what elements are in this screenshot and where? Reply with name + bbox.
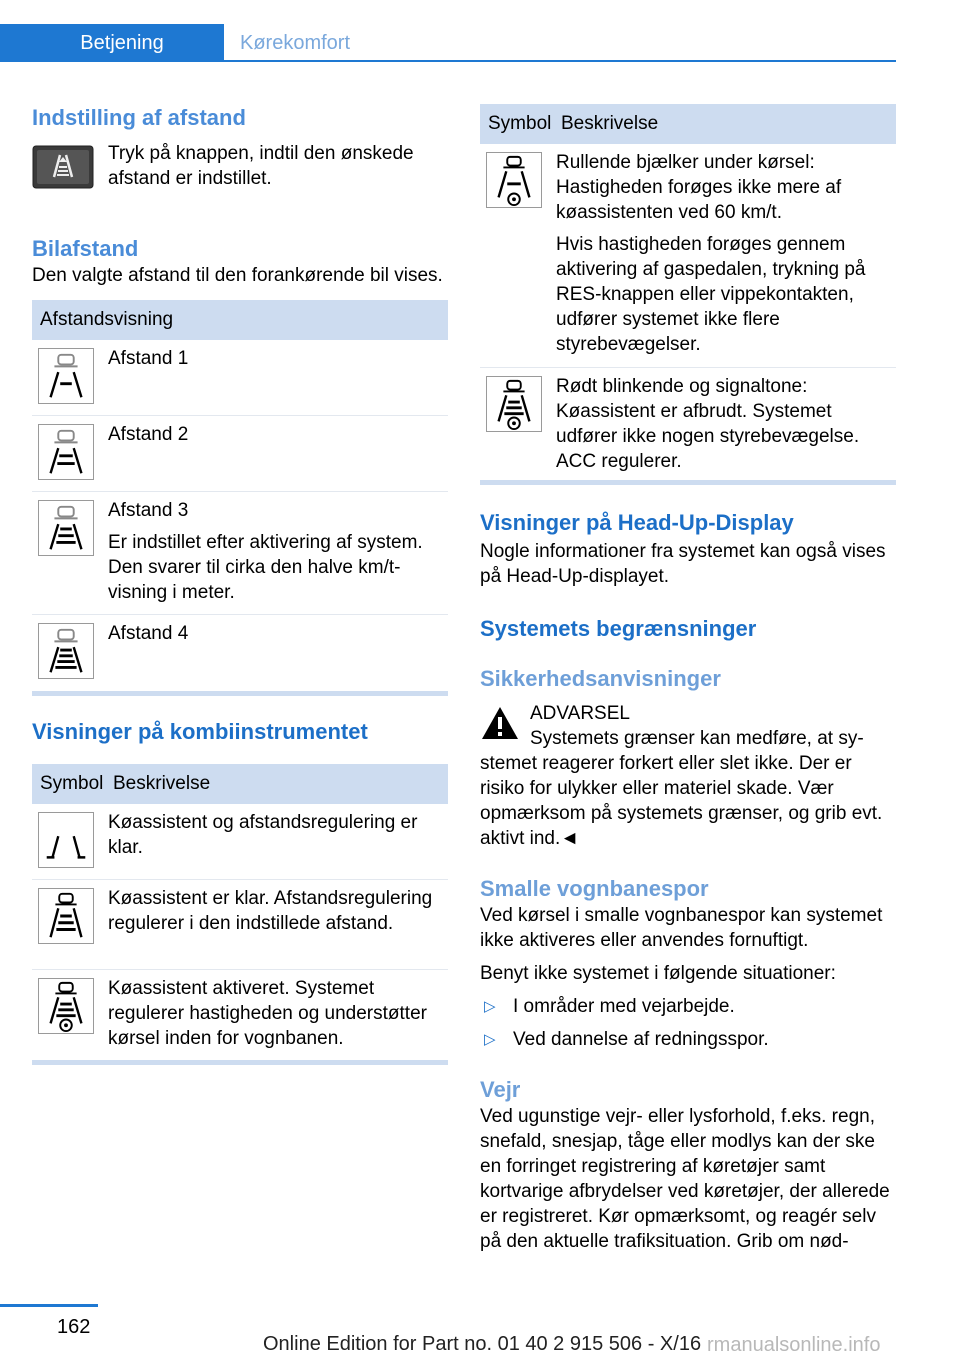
narrow-heading: Smalle vognbanespor xyxy=(480,876,709,901)
distance-regulation-icon xyxy=(38,888,94,944)
bullet-arrow-icon: ▷ xyxy=(484,1031,496,1048)
table-row xyxy=(480,368,896,480)
row-text: Afstand 4 xyxy=(108,623,189,644)
bullet-arrow-icon: ▷ xyxy=(484,998,496,1015)
kombi-heading: Visninger på kombiinstrumentet xyxy=(32,719,368,744)
narrow-text: Ved kørsel i smalle vognbanespor kan systemet ikke aktiveres eller anvendes fornuftigt. xyxy=(480,905,883,951)
row-text: Køassistent og afstandsregulering er klar. xyxy=(108,812,418,858)
ready-symbol-icon xyxy=(38,812,94,868)
warning-block xyxy=(480,701,896,751)
hud-text: Nogle informationer fra systemet kan også vises på Head-Up-displayet. xyxy=(480,541,886,587)
table-row xyxy=(32,880,448,970)
setting-block xyxy=(32,142,448,191)
safety-heading: Sikkerhedsanvisninger xyxy=(480,666,721,691)
list-item: ▷ Ved dannelse af redningsspor. xyxy=(480,1027,896,1052)
weather-heading: Vejr xyxy=(480,1077,521,1102)
table-footer xyxy=(32,691,448,696)
rolling-bars-icon xyxy=(486,152,542,208)
warning-first-line: Systemets grænser kan medføre, at sy- xyxy=(530,728,864,749)
table-row xyxy=(32,492,448,615)
page-number: 162 xyxy=(57,1316,91,1338)
list-item: ▷ I områder med vejarbejde. xyxy=(480,994,896,1019)
row-text: Køassistent aktiveret. Systemet regulerer hastigheden og understøtter kørsel inden for vognbanen. xyxy=(108,978,427,1049)
distance-table-header: Afstandsvisning xyxy=(32,300,448,340)
row-text: Afstand 1 xyxy=(108,348,189,369)
table-row xyxy=(32,416,448,492)
right-column xyxy=(480,100,896,1254)
distance-3-icon xyxy=(38,500,94,556)
narrow-text-2: Benyt ikke systemet i følgende situationer: xyxy=(480,963,836,984)
weather-text: Ved ugunstige vejr- eller lysforhold, f.eks. regn, snefald, snesjap, tåge eller modlys kan der ske en forringet registrering af køretøjer samt kortvarige afbrydelser ved køretøjer, der allerede er registreret. Kør opmærksomt, og reagér selv på den aktuelle trafiksituation. Grib om nød- xyxy=(480,1106,890,1252)
table-row xyxy=(32,970,448,1060)
symbol-table xyxy=(480,104,896,485)
kombi-table-header: Symbol Beskrivelse xyxy=(32,764,448,804)
tab-korekomfort[interactable]: Kørekomfort xyxy=(240,31,351,54)
table-row xyxy=(480,144,896,368)
limits-heading: Systemets begrænsninger xyxy=(480,616,757,641)
row-text: Afstand 3 Er indstillet efter aktivering af system. Den svarer til cirka den halve km/t-visning i meter. xyxy=(108,500,423,603)
header-divider xyxy=(0,60,896,62)
left-column xyxy=(32,100,448,1065)
edition-text: Online Edition for Part no. 01 40 2 915 506 - X/16 xyxy=(263,1333,702,1355)
table-row xyxy=(32,340,448,416)
bilafstand-text: Den valgte afstand til den forankørende bil vises. xyxy=(32,265,443,286)
distance-4-icon xyxy=(38,623,94,679)
distance-1-icon xyxy=(38,348,94,404)
distance-button-icon xyxy=(32,145,94,189)
warning-triangle-icon xyxy=(480,705,520,741)
top-header xyxy=(0,0,896,62)
lane-assist-active-icon xyxy=(38,978,94,1034)
red-warning-lane-icon xyxy=(486,376,542,432)
row-text: Rødt blinkende og signaltone: Køassistent er afbrudt. Systemet udfører ikke nogen styrebevægelse. ACC regulerer. xyxy=(556,376,860,472)
row-text: Afstand 2 xyxy=(108,424,189,445)
table-row xyxy=(32,615,448,691)
row-text: Køassistent er klar. Afstandsregulering regulerer i den indstillede afstand. xyxy=(108,888,433,934)
distance-2-icon xyxy=(38,424,94,480)
table-footer xyxy=(32,1060,448,1065)
row-text: Rullende bjælker under kørsel: Hastigheden forøges ikke mere af køassistenten ved 60 km/t. Hvis hastigheden forøges gennem aktivering af gaspedalen, trykning på RES-knappen eller vippekontakten, udfører systemet ikke flere styrebevægelser. xyxy=(556,152,866,355)
distance-table xyxy=(32,300,448,696)
tab-betjening[interactable]: Betjening xyxy=(0,24,224,62)
symbol-table-header: Symbol Beskrivelse xyxy=(480,104,896,144)
table-row xyxy=(32,804,448,880)
kombi-table xyxy=(32,764,448,1065)
warning-title: ADVARSEL xyxy=(530,703,630,724)
watermark: rmanualsonline.info xyxy=(707,1334,881,1356)
bilafstand-heading: Bilafstand xyxy=(32,236,139,261)
setting-text: Tryk på knappen, indtil den ønskede afstand er indstillet. xyxy=(108,143,414,189)
footer-divider xyxy=(0,1304,98,1307)
table-footer xyxy=(480,480,896,485)
warning-text: stemet reagerer forkert eller slet ikke. Der er risiko for ulykker eller materiel skade. Vær opmærksom på systemets grænser, og grib evt. aktivt ind.◄ xyxy=(480,753,883,849)
setting-heading: Indstilling af afstand xyxy=(32,105,246,130)
hud-heading: Visninger på Head-Up-Display xyxy=(480,510,794,535)
